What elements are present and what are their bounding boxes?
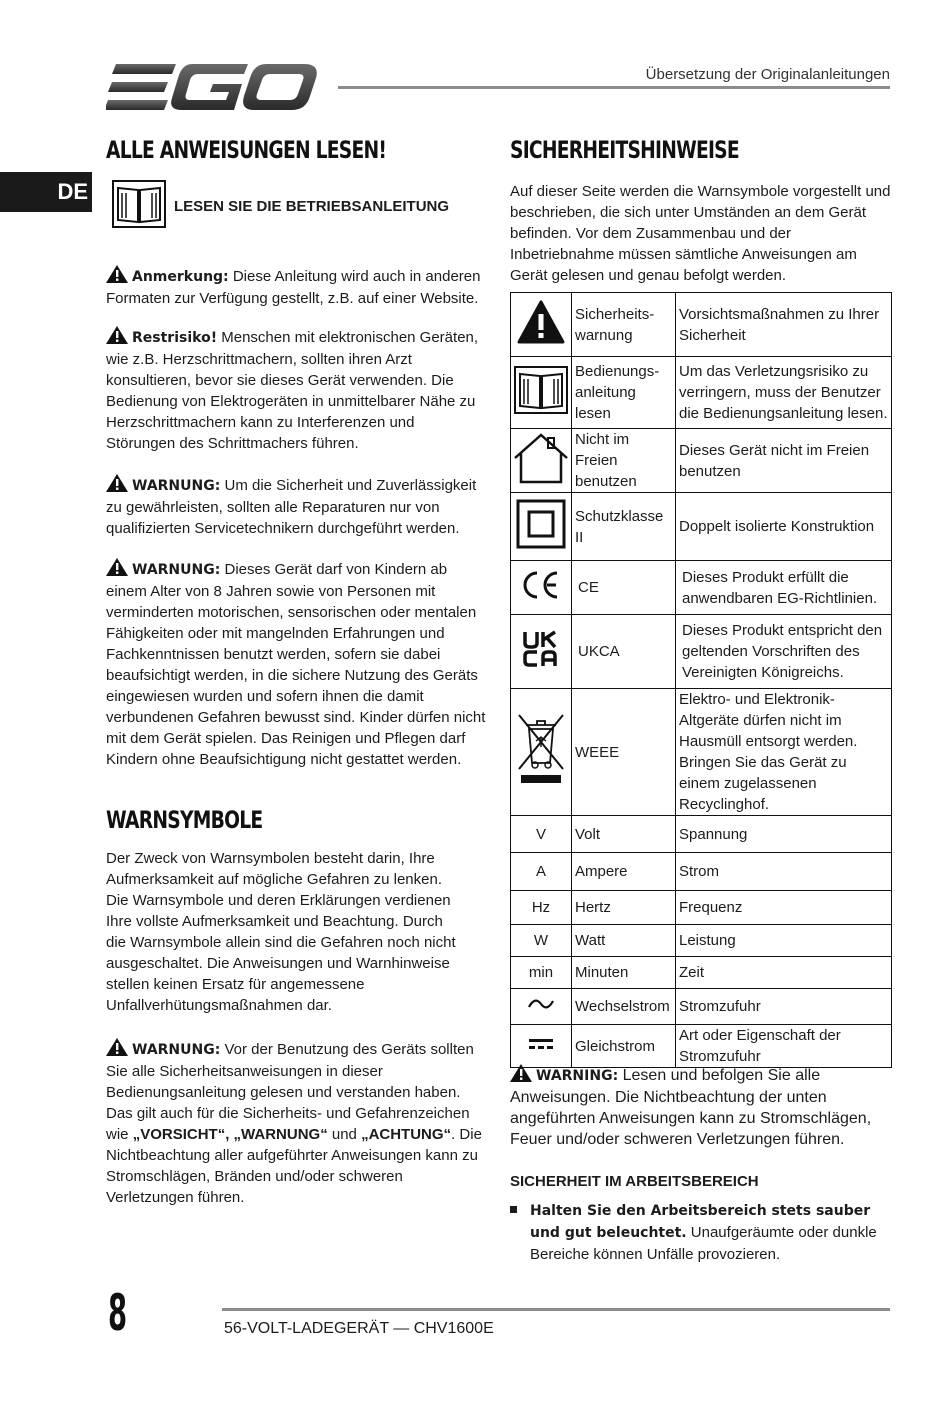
house-icon [512, 432, 570, 484]
table-row: min Minuten Zeit [511, 957, 892, 989]
note-warnung-final: WARNUNG: Vor der Benutzung des Geräts sollten Sie alle Sicherheitsanweisungen in dieser Bedienungsanleitung gelesen und verstanden haben. Das gilt auch für die Sicherheits- und Gefahrenzeichen wie „VORSICHT“, „WARNUNG“ und „ACHTUNG“. Die Nichtbeachtung aller aufgeführter Anweisungen kann zu Stromschlägen, Bränden und/oder schweren Verletzungen führen. [106, 1038, 486, 1208]
book-icon [514, 366, 568, 414]
language-tab: DE [0, 172, 92, 212]
warning-triangle-icon [106, 326, 128, 344]
book-icon [112, 180, 166, 228]
table-row: Sicherheits-warnung Vorsichtsmaßnahmen zu Ihrer Sicherheit [511, 293, 892, 357]
heading-arbeitsbereich: SICHERHEIT IM ARBEITSBEREICH [510, 1173, 759, 1190]
table-row: Schutzklasse II Doppelt isolierte Konstruktion [511, 493, 892, 561]
note-anmerkung: Anmerkung: Diese Anleitung wird auch in anderen Formaten zur Verfügung gestellt, z.B. auf einer Website. [106, 265, 486, 309]
alternating-current-icon [527, 996, 555, 1012]
table-row: W Watt Leistung [511, 925, 892, 957]
page-number: 8 [108, 1284, 128, 1342]
double-square-icon [515, 498, 567, 550]
note-restrisiko: Restrisiko! Menschen mit elektronischen Geräten, wie z.B. Herzschrittmachern, sollten ihren Arzt konsultieren, bevor sie dieses Gerät verwenden. Die Bedienung von Elektrogeräten in unmittelbarer Nähe zu Herzschrittmachern kann zu Interferenzen und Störungen des Schrittmachers führen. [106, 326, 486, 454]
header-rule [338, 86, 890, 89]
table-row: CE Dieses Produkt erfüllt die anwendbaren EG-Richtlinien. [511, 561, 892, 615]
table-row: WEEE Elektro- und Elektronik-Altgeräte dürfen nicht im Hausmüll entsorgt werden. Bringen Sie das Gerät zu einem zugelassenen Recyclinghof. [511, 689, 892, 816]
note-warnung-children: WARNUNG: Dieses Gerät darf von Kindern ab einem Alter von 8 Jahren sowie von Personen mit verminderten motorischen, sensorischen oder mentalen Fähigkeiten oder mit mangelnden Erfahrungen und Fachkenntnissen benutzt werden, sofern sie dabei beaufsichtigt werden, in die sichere Nutzung des Geräts eingewiesen wurden und sofern ihnen die damit verbundenen Gefahren bewusst sind. Kinder dürfen nicht mit dem Gerät spielen. Das Reinigen und Pflegen darf Kindern ohne Beaufsichtigung nicht gestattet werden. [106, 558, 486, 770]
warning-read-follow: WARNING: Lesen und befolgen Sie alle Anweisungen. Die Nichtbeachtung der unten angeführten Anweisungen kann zu Stromschlägen, Feuer und/oder schweren Verletzungen führen. [510, 1064, 892, 1150]
warning-triangle-icon [510, 1064, 532, 1082]
ukca-mark-icon [521, 629, 561, 669]
footer-rule [222, 1308, 890, 1311]
table-row: UKCA Dieses Produkt entspricht den geltenden Vorschriften des Vereinigten Königreichs. [511, 615, 892, 689]
warning-triangle-icon [106, 558, 128, 576]
table-row: Gleichstrom Art oder Eigenschaft der Stromzufuhr [511, 1025, 892, 1068]
heading-sicherheitshinweise: SICHERHEITSHINWEISE [510, 136, 739, 164]
warning-triangle-icon [517, 300, 565, 344]
table-row: Hz Hertz Frequenz [511, 891, 892, 925]
heading-read-all: ALLE ANWEISUNGEN LESEN! [106, 136, 387, 164]
ce-mark-icon [521, 570, 561, 600]
heading-warnsymbole: WARNSYMBOLE [106, 806, 263, 834]
read-manual-text: LESEN SIE DIE BETRIEBSANLEITUNG [174, 198, 450, 215]
read-manual-row [112, 180, 492, 230]
warning-triangle-icon [106, 265, 128, 283]
table-row: Wechselstrom Stromzufuhr [511, 989, 892, 1025]
note-warnung-repairs: WARNUNG: Um die Sicherheit und Zuverlässigkeit zu gewährleisten, sollten alle Reparaturen nur von qualifizierten Servicetechnikern durchgeführt werden. [106, 474, 486, 539]
warning-triangle-icon [106, 1038, 128, 1056]
table-row: A Ampere Strom [511, 853, 892, 891]
intro-paragraph: Auf dieser Seite werden die Warnsymbole vorgestellt und beschrieben, die sich unter Umständen an dem Gerät befinden. Vor dem Zusammenbau und der Inbetriebnahme müssen sämtliche Anweisungen am Gerät gelesen und genau befolgt werden. [510, 183, 891, 284]
header-subtitle: Übersetzung der Originalanleitungen [645, 66, 890, 83]
table-row: Nicht im Freien benutzen Dieses Gerät nicht im Freien benutzen [511, 429, 892, 493]
bullet-item: Halten Sie den Arbeitsbereich stets sauber und gut beleuchtet. Unaufgeräumte oder dunkle Bereiche können Unfälle provozieren. [510, 1200, 892, 1265]
table-row: Bedienungs-anleitung lesen Um das Verletzungsrisiko zu verringern, muss der Benutzer die Bedienungsanleitung lesen. [511, 357, 892, 429]
weee-bin-icon [515, 711, 567, 787]
symbol-table [510, 292, 892, 1068]
footer-product: 56-VOLT-LADEGERÄT — CHV1600E [224, 1320, 494, 1337]
direct-current-icon [527, 1037, 555, 1051]
bullet-marker [510, 1206, 517, 1213]
warning-triangle-icon [106, 474, 128, 492]
ego-logo [106, 62, 318, 114]
warnsymbole-paragraph: Der Zweck von Warnsymbolen besteht darin, Ihre Aufmerksamkeit auf mögliche Gefahren zu lenken. Die Warnsymbole und deren Erklärungen verdienen Ihre vollste Aufmerksamkeit und Beachtung. Durch die Warnsymbole allein sind die Gefahren noch nicht ausgeschaltet. Die Anweisungen und Warnhinweise stellen keinen Ersatz für angemessene Unfallverhütungsmaßnahmen dar. [106, 850, 456, 1014]
table-row: V Volt Spannung [511, 816, 892, 853]
